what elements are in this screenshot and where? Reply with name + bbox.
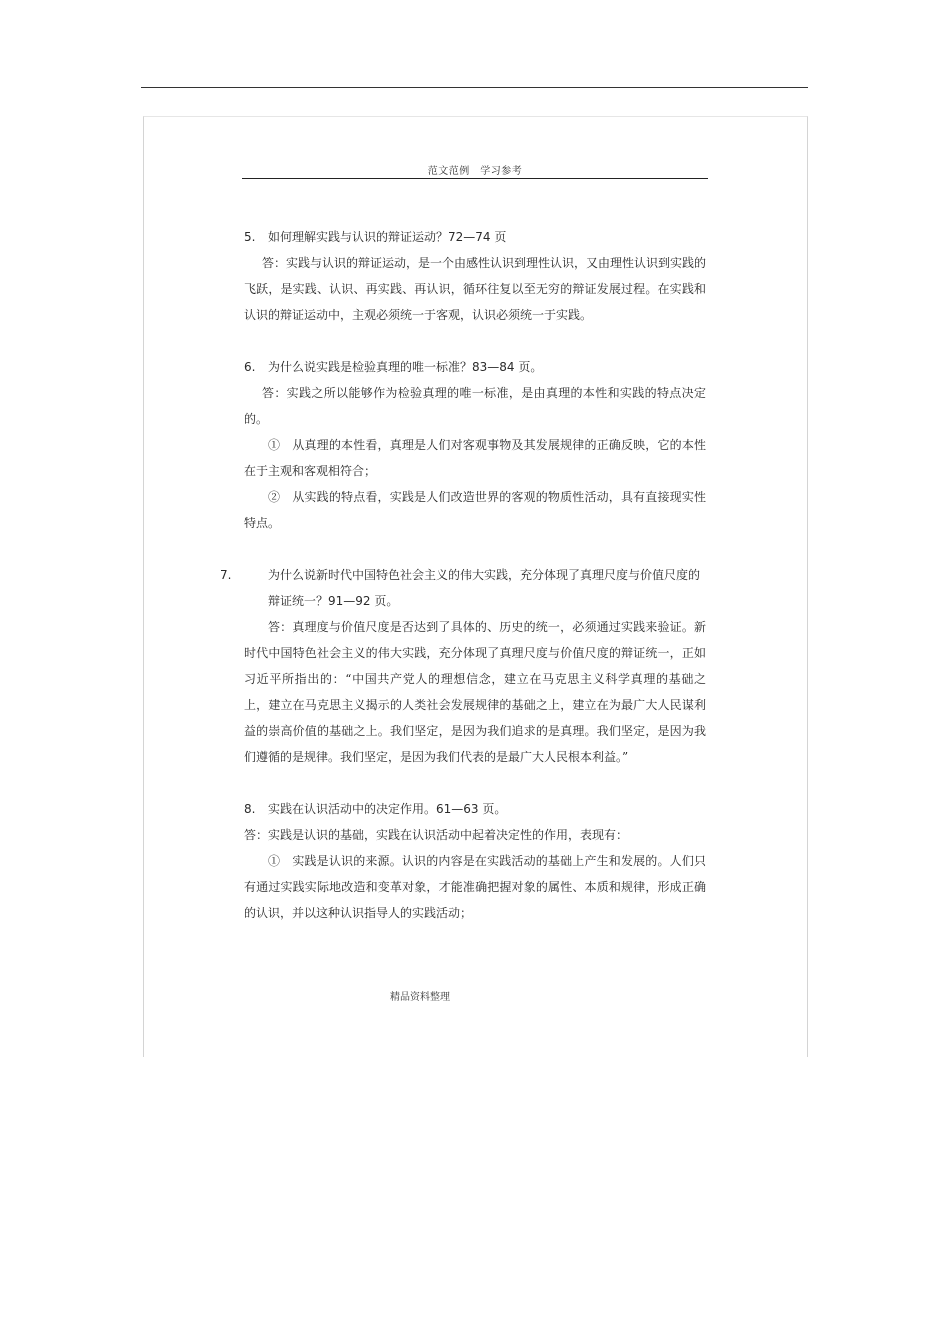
answer-paragraph: 答：真理度与价值尺度是否达到了具体的、历史的统一，必须通过实践来验证。新时代中国特色社会主义的伟大实践，充分体现了真理尺度与价值尺度的辩证统一，正如习近平所指出的：“中国共产党人的理想信念，建立在马克思主义科学真理的基础之上，建立在马克思主义揭示的人类社会发展规律的基础之上，建立在为最广大人民谋利益的崇高价值的基础之上。我们坚定，是因为我们追求的是真理。我们坚定，是因为我们遵循的是规律。我们坚定，是因为我们代表的是最广大人民根本利益。”	[244, 620, 706, 764]
question-text: 为什么说实践是检验真理的唯一标准？	[268, 360, 473, 374]
question-8	[244, 796, 706, 822]
header-rule	[242, 178, 708, 179]
page-reference: 91—92 页。	[328, 594, 399, 608]
answer-point-1: ① 实践是认识的来源。认识的内容是在实践活动的基础上产生和发展的。人们只有通过实践实际地改造和变革对象，才能准确把握对象的属性、本质和规律，形成正确的认识，并以这种认识指导人的实践活动；	[244, 854, 706, 920]
question-number: 7.	[220, 568, 232, 582]
answer-paragraph: 答：实践与认识的辩证运动，是一个由感性认识到理性认识，又由理性认识到实践的飞跃，是实践、认识、再实践、再认识，循环往复以至无穷的辩证发展过程。在实践和认识的辩证运动中，主观必须统一于客观，认识必须统一于实践。	[244, 256, 707, 322]
answer-paragraph: 答：实践是认识的基础，实践在认识活动中起着决定性的作用，表现有：	[244, 828, 629, 842]
page-header: 范文范例 学习参考	[427, 166, 523, 177]
page-reference: 72—74 页	[448, 230, 507, 244]
answer-paragraph: 答：实践之所以能够作为检验真理的唯一标准，是由真理的本性和实践的特点决定的。	[244, 386, 706, 426]
page-footer: 精品资料整理	[390, 992, 450, 1003]
page-reference: 83—84 页。	[472, 360, 543, 374]
question-number: 5.	[244, 230, 256, 244]
question-text: 为什么说新时代中国特色社会主义的伟大实践，充分体现了真理尺度与价值尺度的辩证统一？	[268, 568, 701, 608]
top-rule	[141, 87, 808, 88]
question-7	[220, 562, 706, 614]
answer-point-1: ① 从真理的本性看，真理是人们对客观事物及其发展规律的正确反映，它的本性在于主观和客观相符合；	[244, 438, 706, 478]
page-reference: 61—63 页。	[436, 802, 507, 816]
answer-point-2: ② 从实践的特点看，实践是人们改造世界的客观的物质性活动，具有直接现实性特点。	[244, 490, 706, 530]
question-5	[244, 224, 706, 250]
question-6	[244, 354, 706, 380]
question-text: 实践在认识活动中的决定作用。	[268, 802, 437, 816]
question-number: 8.	[244, 802, 256, 816]
question-text: 如何理解实践与认识的辩证运动？	[268, 230, 449, 244]
page-content	[220, 224, 707, 926]
question-number: 6.	[244, 360, 256, 374]
